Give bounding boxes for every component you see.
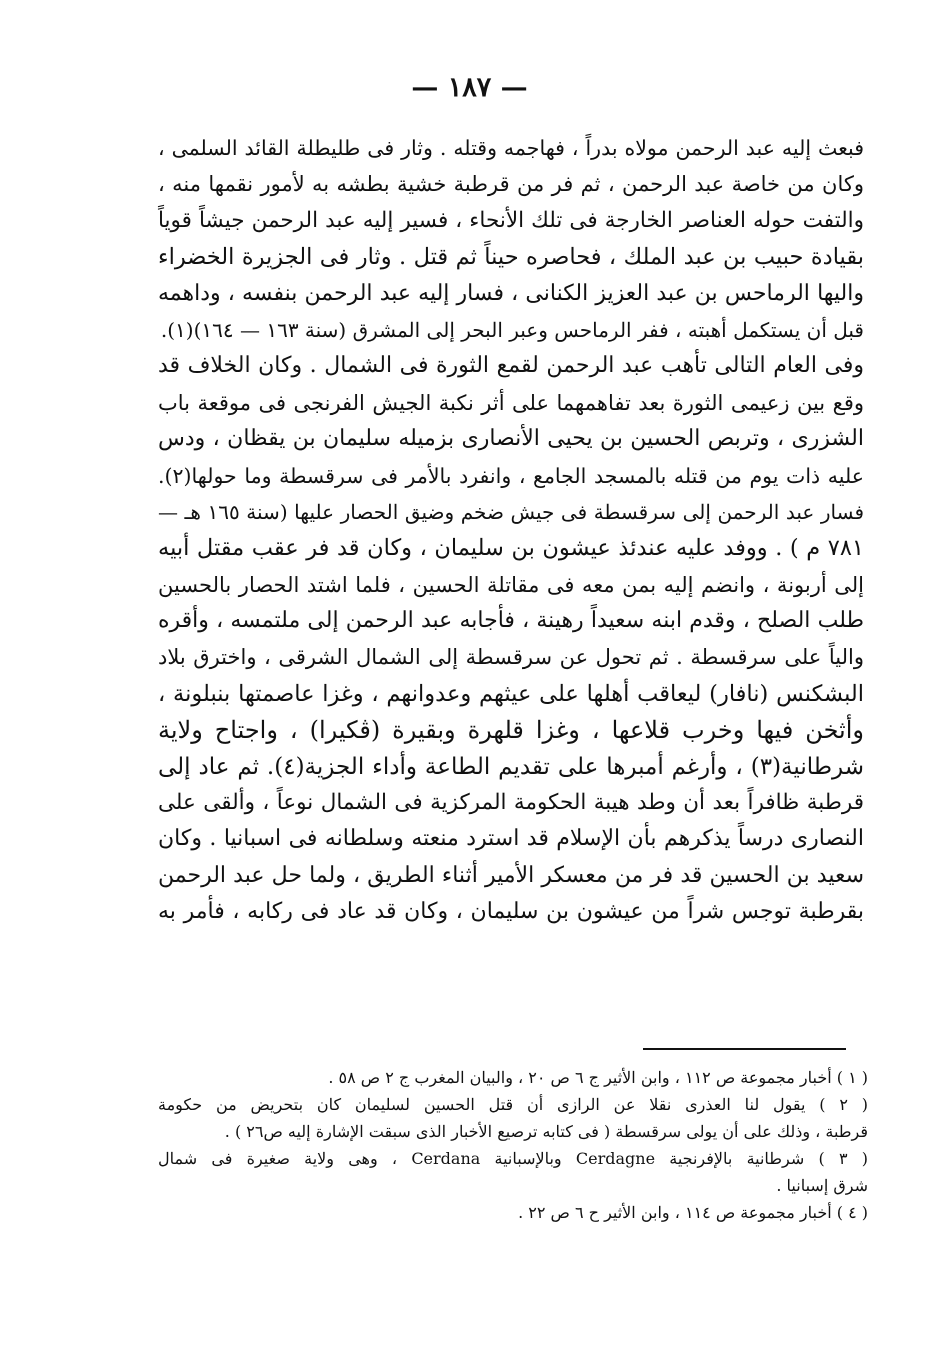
body-text <box>158 130 864 931</box>
body-line: وفى العام التالى تأهب عبد الرحمن لقمع الثورة فى الشمال . وكان الخلاف قد <box>158 353 864 379</box>
body-line: قبل أن يستكمل أهبته ، ففر الرماحس وعبر البحر إلى المشرق (سنة ١٦٣ — ١٦٤)(١). <box>160 317 864 342</box>
body-line: بقرطبة توجس شراً من عيشون بن سليمان ، وكان قد عاد فى ركابه ، فأمر به <box>158 899 864 925</box>
body-line: الشزرى ، وتربص الحسين بن يحيى الأنصارى بزميله سليمان بن يقظان ، ودس <box>158 426 864 452</box>
body-line: واليها الرماحس بن عبد العزيز الكنانى ، فسار إليه عبد الرحمن بنفسه ، وداهمه <box>158 280 864 306</box>
body-line: شرطانية(٣) ، وأرغم أمبرها على تقديم الطاعة وأداء الجزية(٤). ثم عاد إلى <box>158 753 864 780</box>
body-line: والتفت حوله العناصر الخارجة فى تلك الأنحاء ، فسير إليه عبد الرحمن جيشاً قوياً <box>158 207 864 233</box>
footnote-line: شرق إسبانيا . <box>776 1176 868 1195</box>
body-line: إلى أربونة ، وانضم إليه بمن معه فى مقاتلة الحسين ، فلما اشتد الحصار بالحسين <box>158 572 864 597</box>
body-line: طلب الصلح ، وقدم ابنه سعيداً رهينة ، فأجابه عبد الرحمن إلى ملتمسه ، وأقره <box>158 608 864 634</box>
body-line: وأثخن فيها وخرب قلاعها ، وغزا قلهرة وبقيرة (ڤكيرا) ، واجتاح ولاية <box>158 716 864 745</box>
footnote-line: ( ٣ ) شرطانية بالإفرنجية Cerdagne وبالإسبانية Cerdana ، وهى ولاية صغيرة فى شمال <box>158 1149 869 1168</box>
body-line: بقيادة حبيب بن عبد الملك ، فحاصره حيناً ثم قتل . وثار فى الجزيرة الخضراء <box>158 244 864 271</box>
body-line: النصارى درساً يذكرهم بأن الإسلام قد استرد منعته وسلطانه فى اسبانيا . وكان <box>158 826 864 852</box>
body-line: قرطبة ظافراً بعد أن وطد هيبة الحكومة المركزية فى الشمال نوعاً ، وألقى على <box>158 790 864 816</box>
page-number: — ١٨٧ — <box>411 72 528 103</box>
footnote-separator <box>643 1048 846 1050</box>
footnotes <box>158 1064 868 1226</box>
body-line: فبعث إليه عبد الرحمن مولاه بدراً ، فهاجمه وقتله . وثار فى طليطلة القائد السلمى ، <box>158 136 864 160</box>
body-line: فسار عبد الرحمن إلى سرقسطة فى جيش ضخم وضيق الحصار عليها (سنة ١٦٥ هـ — <box>158 499 865 524</box>
body-line: ٧٨١ م ) . ووفد عليه عندئذ عيشون بن سليمان ، وكان قد فر عقب مقتل أبيه <box>158 535 864 562</box>
body-line: عليه ذات يوم من قتله بالمسجد الجامع ، وانفرد بالأمر فى سرقسطة وما حولها(٢). <box>158 463 864 488</box>
footnote-line: ( ٤ ) أخبار مجموعة ص ١١٤ ، وابن الأثير ح ٦ ص ٢٢ . <box>518 1203 868 1222</box>
body-line: وكان من خاصة عبد الرحمن ، ثم فر من قرطبة خشية بطشه به لأمور نقمها منه ، <box>158 172 864 197</box>
body-line: البشكنس (نافار) ليعاقب أهلها على عيثهم وعدوانهم ، وغزا عاصمتها بنبلونة ، <box>158 680 864 707</box>
body-line: سعيد بن الحسين قد فر من معسكر الأمير أثناء الطريق ، ولما حل عبد الرحمن <box>158 862 865 888</box>
body-line: والياً على سرقسطة . ثم تحول عن سرقسطة إلى الشمال الشرقى ، واخترق بلاد <box>158 645 864 670</box>
body-line: وقع بين زعيمى الثورة بعد تفاهمهما على أثر نكبة الجيش الفرنجى فى موقعة باب <box>158 390 864 415</box>
footnote-line: ( ١ ) أخبار مجموعة ص ١١٢ ، وابن الأثير ج ٦ ص ٢٠ ، والبيان المغرب ج ٢ ص ٥٨ . <box>328 1068 868 1087</box>
footnote-line: ( ٢ ) يقول لنا العذرى نقلا عن الرازى أن قتل الحسين لسليمان كان بتحريض من حكومة <box>158 1095 869 1114</box>
footnote-line: قرطبة ، وذلك على أن يولى سرقسطة ( فى كتابه ترصيع الأخبار الذى سبقت الإشارة إليه ص٢٦ ) . <box>224 1122 868 1141</box>
